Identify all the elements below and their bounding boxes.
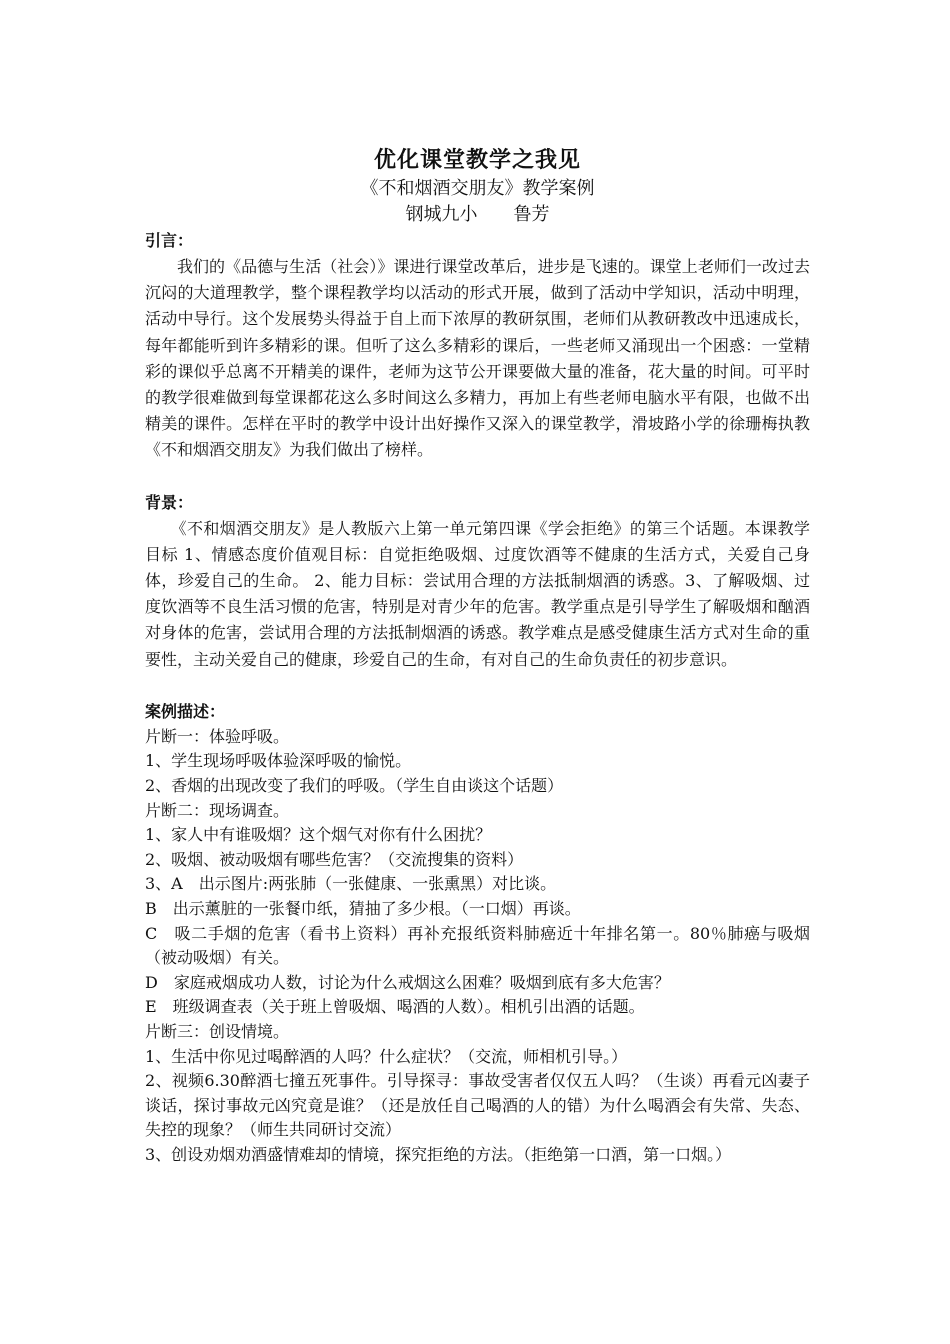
case-line: 2、香烟的出现改变了我们的呼吸。（学生自由谈这个话题）	[145, 776, 564, 796]
author-name: 鲁芳	[513, 204, 550, 225]
document-title: 优化课堂教学之我见	[373, 148, 581, 173]
case-line: 片断一：体验呼吸。	[145, 726, 290, 746]
case-line: 1、生活中你见过喝醉酒的人吗？什么症状？（交流，师相机引导。）	[145, 1046, 628, 1066]
intro-heading: 引言：	[145, 231, 194, 250]
case-line: 3、A 出示图片:两张肺（一张健康、一张熏黑）对比谈。	[145, 874, 557, 894]
case-line: 片断二：现场调查。	[145, 800, 290, 820]
case-line: 2、吸烟、被动吸烟有哪些危害？（交流搜集的资料）	[145, 849, 524, 869]
case-line: 1、家人中有谁吸烟？这个烟气对你有什么困扰？	[145, 825, 492, 845]
document-subtitle: 《不和烟酒交朋友》教学案例	[360, 178, 595, 199]
author-school: 钢城九小	[405, 204, 478, 225]
case-description	[145, 725, 810, 1168]
background-paragraph: 《不和烟酒交朋友》是人教版六上第一单元第四课《学会拒绝》的第三个话题。本课教学目标 1、情感态度价值观目标：自觉拒绝吸烟、过度饮酒等不健康的生活方式，关爱自己身体，珍爱自己的生命。 2、能力目标：尝试用合理的方法抵制烟酒的诱惑。3、了解吸烟、过度饮酒等不良生活习惯的危害，特别是对青少年的危害。教学重点是引导学生了解吸烟和酗酒对身体的危害，尝试用合理的方法抵制烟酒的诱惑。教学难点是感受健康生活方式对生命的重要性，主动关爱自己的健康，珍爱自己的生命，有对自己的生命负责任的初步意识。	[145, 518, 810, 669]
case-line: D 家庭戒烟成功人数，讨论为什么戒烟这么困难？吸烟到底有多大危害？	[145, 972, 670, 992]
case-line: E 班级调查表（关于班上曾吸烟、喝酒的人数）。相机引出酒的话题。	[145, 997, 645, 1017]
case-line: 片断三：创设情境。	[145, 1021, 290, 1041]
document-page	[145, 146, 810, 1168]
case-line: B 出示薰脏的一张餐巾纸，猜抽了多少根。（一口烟）再谈。	[145, 899, 581, 918]
section-gap	[145, 673, 810, 699]
background-heading: 背景：	[145, 492, 194, 512]
case-line: C 吸二手烟的危害（看书上资料）再补充报纸资料肺癌近十年排名第一。80％肺癌与吸烟（被动吸烟）有关。	[145, 923, 810, 968]
case-line: 2、视频6.30醉酒七撞五死事件。引导探寻：事故受害者仅仅五人吗？（生谈）再看元凶妻子谈话，探讨事故元凶究竟是谁？（还是放任自己喝酒的人的错）为什么喝酒会有失常、失态、失控的现象？（师生共同研讨交流）	[145, 1071, 810, 1140]
case-line: 3、创设劝烟劝酒盛情难却的情境，探究拒绝的方法。（拒绝第一口酒，第一口烟。）	[145, 1144, 732, 1164]
case-heading: 案例描述：	[145, 701, 226, 721]
case-line: 1、学生现场呼吸体验深呼吸的愉悦。	[145, 751, 412, 771]
intro-paragraph: 我们的《品德与生活（社会）》课进行课堂改革后，进步是飞速的。课堂上老师们一改过去沉闷的大道理教学，整个课程教学均以活动的形式开展，做到了活动中学知识，活动中明理，活动中导行。这个发展势头得益于自上而下浓厚的教研氛围，老师们从教研教改中迅速成长，每年都能听到许多精彩的课。但听了这么多精彩的课后，一些老师又涌现出一个困惑：一堂精彩的课似乎总离不开精美的课件，老师为这节公开课要做大量的准备，花大量的时间。可平时的教学很难做到每堂课都花这么多时间这么多精力，再加上有些老师电脑水平有限，也做不出精美的课件。怎样在平时的教学中设计出好操作又深入的课堂教学，滑坡路小学的徐珊梅执教《不和烟酒交朋友》为我们做出了榜样。	[145, 257, 810, 460]
section-gap	[145, 464, 810, 490]
author-line	[145, 202, 810, 228]
